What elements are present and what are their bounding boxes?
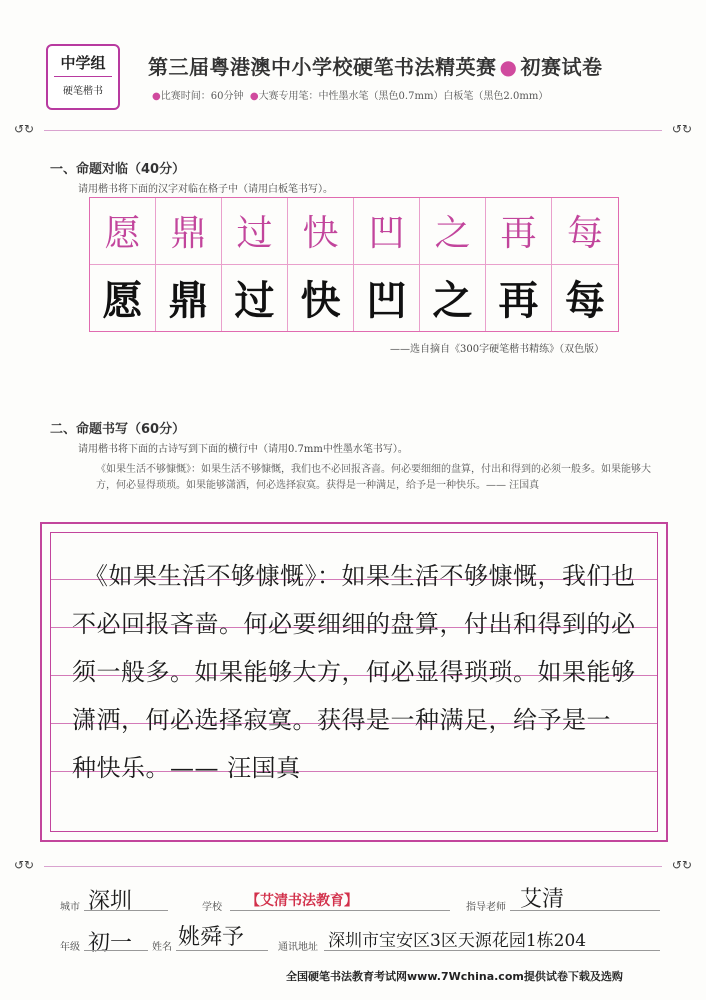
grid-cell-written: [156, 265, 222, 332]
address-label: 通讯地址: [278, 942, 318, 953]
model-char: 每: [566, 213, 603, 255]
grid-cell-model: [90, 198, 156, 265]
grade-label: 年级: [60, 942, 80, 953]
grade-underline: [84, 950, 148, 951]
written-char: 每: [565, 278, 605, 325]
swirl-ornament-icon: ↺↻: [14, 122, 35, 136]
written-char: 鼎: [168, 278, 209, 325]
teacher-value: 艾清: [520, 887, 565, 912]
teacher-underline: [510, 910, 660, 911]
handwriting-line: 潇洒，何必选择寂寞。获得是一种满足，给予是一: [72, 706, 611, 734]
swirl-ornament-icon: ↺↻: [671, 858, 692, 872]
section1-title: 一、命题对临（40分）: [50, 162, 186, 177]
section1-instruction: 请用楷书将下面的汉字对临在格子中（请用白板笔书写）。: [78, 184, 333, 195]
badge-group-label: 中学组: [60, 54, 106, 72]
grid-cell-written: [354, 265, 420, 332]
city-value: 深圳: [88, 889, 133, 914]
grid-cell-model: [222, 198, 288, 265]
exam-pens: 大赛专用笔：中性墨水笔（黑色0.7mm）白板笔（黑色2.0mm）: [258, 91, 549, 102]
address-underline: [324, 950, 660, 951]
grid-cell-written: [288, 265, 354, 332]
name-label: 姓名: [152, 942, 172, 953]
swirl-ornament-icon: ↺↻: [14, 858, 35, 872]
grid-cell-model: [420, 198, 486, 265]
passage-text: 《如果生活不够慷慨》：如果生活不够慷慨，我们也不必回报吝啬。何必要细细的盘算，付出和得到的必须一般多。如果能够大方，何必显得琐琐。如果能够潇洒，何必选择寂寞。获得是一种满足，给予是一种快乐。—— 汪国真: [96, 464, 651, 491]
grid-cell-written: [552, 265, 618, 332]
exam-title-sub: 初赛试卷: [520, 55, 603, 79]
school-underline: [230, 910, 450, 911]
city-label: 城市: [60, 902, 80, 913]
school-stamp: 【艾清书法教育】: [246, 893, 358, 909]
written-char: 之: [432, 278, 473, 325]
exam-info: [152, 87, 548, 102]
model-char: 鼎: [170, 213, 207, 255]
city-underline: [84, 910, 168, 911]
section2-instruction: 请用楷书将下面的古诗写到下面的横行中（请用0.7mm中性墨水笔书写）。: [78, 444, 408, 455]
badge-style-label: 硬笔楷书: [63, 86, 103, 97]
grid-cell-model: [156, 198, 222, 265]
model-char: 愿: [104, 213, 141, 255]
group-badge: [46, 44, 120, 110]
written-char: 再: [498, 278, 539, 325]
grid-cell-written: [222, 265, 288, 332]
handwriting-line: 不必回报吝啬。何必要细细的盘算，付出和得到的必: [72, 610, 636, 638]
grid-cell-model: [486, 198, 552, 265]
model-char: 再: [500, 213, 537, 255]
badge-divider: [54, 76, 112, 77]
exam-time: 比赛时间：60分钟: [160, 91, 244, 102]
footer-note: 全国硬笔书法教育考试网www.7Wchina.com提供试卷下载及选购: [286, 970, 623, 983]
handwriting-line: 《如果生活不够慷慨》：如果生活不够慷慨，我们也: [84, 562, 636, 590]
copy-grid: [89, 197, 619, 332]
address-value: 深圳市宝安区3区天源花园1栋204: [328, 931, 587, 951]
bullet-icon: ●: [152, 91, 161, 102]
footer-divider: [44, 866, 662, 867]
source-note: ——选自摘自《300字硬笔楷书精练》（双色版）: [390, 344, 605, 355]
school-label: 学校: [202, 902, 222, 913]
written-char: 愿: [102, 278, 143, 325]
model-char: 快: [302, 213, 339, 255]
grid-cell-written: [90, 265, 156, 332]
grid-cell-written: [486, 265, 552, 332]
writing-box: [40, 522, 668, 842]
grid-cell-model: [354, 198, 420, 265]
written-char: 过: [234, 278, 275, 325]
exam-title-main: 第三届粤港澳中小学校硬笔书法精英赛: [148, 55, 497, 79]
section2-title: 二、命题书写（60分）: [50, 422, 186, 437]
teacher-label: 指导老师: [466, 902, 506, 913]
written-char: 快: [300, 278, 341, 325]
model-char: 凹: [368, 213, 405, 255]
grade-value: 初一: [88, 931, 133, 956]
grid-cell-model: [288, 198, 354, 265]
grid-cell-written: [420, 265, 486, 332]
swirl-ornament-icon: ↺↻: [671, 122, 692, 136]
written-char: 凹: [366, 278, 407, 325]
title-dot-icon: ●: [499, 55, 518, 79]
handwriting-line: 种快乐。—— 汪国真: [72, 754, 301, 782]
exam-title: [148, 51, 602, 80]
model-char: 过: [236, 213, 273, 255]
name-value: 姚舜予: [178, 925, 245, 950]
model-char: 之: [434, 213, 471, 255]
grid-cell-model: [552, 198, 618, 265]
header-divider: [44, 130, 662, 131]
handwriting-line: 须一般多。如果能够大方，何必显得琐琐。如果能够: [72, 658, 636, 686]
bullet-icon: ●: [249, 91, 259, 102]
name-underline: [176, 950, 268, 951]
